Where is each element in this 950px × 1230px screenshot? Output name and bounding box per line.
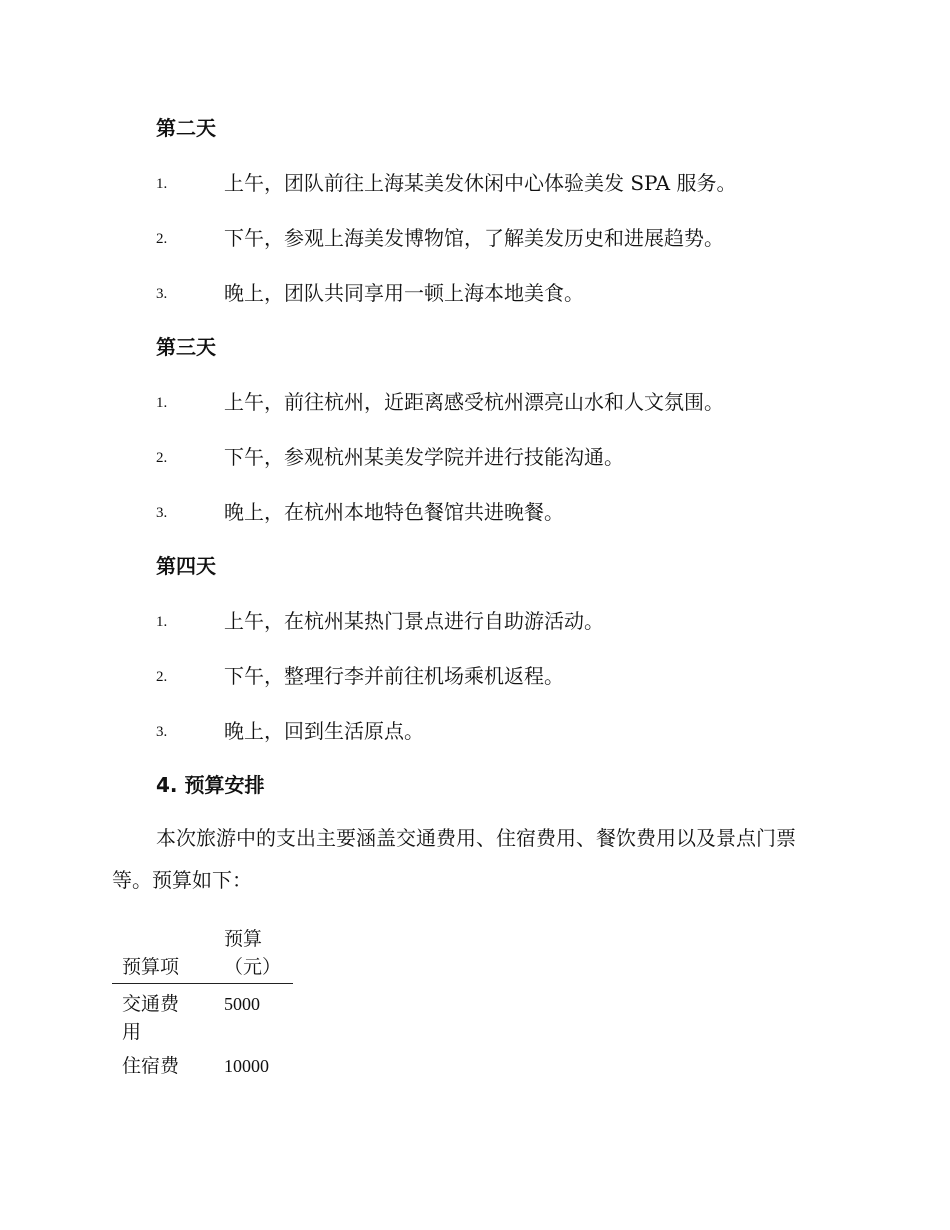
- list-number: 2.: [156, 669, 168, 685]
- list-text: 上午，在杭州某热门景点进行自助游活动。: [224, 609, 604, 633]
- budget-heading: 4. 预算安排: [156, 773, 265, 797]
- table-cell: 5000: [224, 994, 260, 1014]
- list-number: 1.: [156, 176, 168, 192]
- list-text: 下午，参观上海美发博物馆，了解美发历史和进展趋势。: [224, 226, 724, 250]
- list-text: 晚上，在杭州本地特色餐馆共进晚餐。: [224, 500, 564, 524]
- list-text: 晚上，团队共同享用一顿上海本地美食。: [224, 281, 584, 305]
- list-number: 3.: [156, 724, 168, 740]
- table-header-cell: 预算（元）: [224, 928, 282, 978]
- list-number: 1.: [156, 614, 168, 630]
- table-cell: 交通费用: [122, 993, 180, 1043]
- section-heading-day3: 第三天: [156, 335, 216, 359]
- list-text: 下午，整理行李并前往机场乘机返程。: [224, 664, 564, 688]
- section-heading-day4: 第四天: [156, 554, 216, 578]
- list-number: 2.: [156, 231, 168, 247]
- section-heading-day2: 第二天: [156, 116, 216, 140]
- list-number: 1.: [156, 395, 168, 411]
- budget-paragraph: 本次旅游中的支出主要涵盖交通费用、住宿费用、餐饮费用以及景点门票等。预算如下：: [112, 826, 796, 892]
- list-number: 3.: [156, 286, 168, 302]
- table-cell: 住宿费: [122, 1055, 180, 1077]
- list-text: 上午，前往杭州，近距离感受杭州漂亮山水和人文氛围。: [224, 390, 724, 414]
- table-header-cell: 预算项: [122, 956, 180, 978]
- list-text: 下午，参观杭州某美发学院并进行技能沟通。: [224, 445, 624, 469]
- table-row: [112, 1046, 293, 1080]
- table-header-row: [112, 925, 293, 984]
- list-number: 2.: [156, 450, 168, 466]
- list-text: 晚上，回到生活原点。: [224, 719, 424, 743]
- budget-table: [112, 925, 293, 1080]
- table-cell: 10000: [224, 1056, 269, 1076]
- table-row: [112, 984, 293, 1046]
- list-number: 3.: [156, 505, 168, 521]
- list-text: 上午，团队前往上海某美发休闲中心体验美发 SPA 服务。: [224, 171, 737, 195]
